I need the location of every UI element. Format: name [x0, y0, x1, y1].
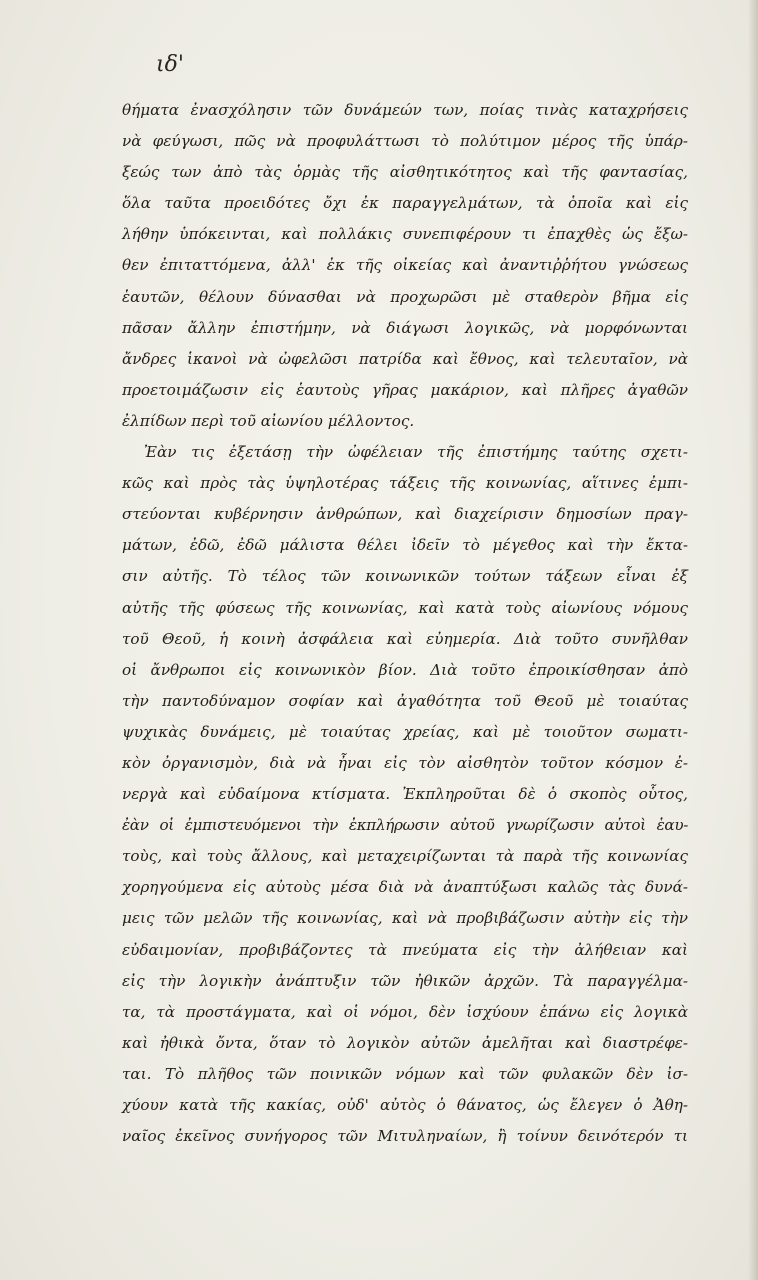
text-line: Ἐὰν τις ἐξετάσῃ τὴν ὠφέλειαν τῆς ἐπιστήμης ταύτης σχετι-	[144, 443, 688, 462]
text-line: πᾶσαν ἄλλην ἐπιστήμην, νὰ διάγωσι λογικῶς, νὰ μορφόνωνται	[122, 318, 688, 337]
text-line: λήθην ὑπόκεινται, καὶ πολλάκις συνεπιφέρουν τι ἐπαχθὲς ὡς ἔξω-	[122, 225, 688, 244]
page-edge-shadow	[748, 0, 758, 1280]
text-line: προετοιμάζωσιν εἰς ἑαυτοὺς γῆρας μακάριον, καὶ πλῆρες ἀγαθῶν	[122, 380, 688, 399]
text-line: ξεώς των ἀπὸ τὰς ὁρμὰς τῆς αἰσθητικότητος καὶ τῆς φαντασίας,	[122, 163, 688, 182]
text-line: σιν αὐτῆς. Τὸ τέλος τῶν κοινωνικῶν τούτων τάξεων εἶναι ἐξ	[122, 567, 688, 586]
text-line: τοὺς, καὶ τοὺς ἄλλους, καὶ μεταχειρίζωνται τὰ παρὰ τῆς κοινωνίας	[122, 847, 688, 866]
text-line: ἐὰν οἱ ἐμπιστευόμενοι τὴν ἐκπλήρωσιν αὐτοῦ γνωρίζωσιν αὐτοὶ ἑαυ-	[122, 816, 688, 835]
text-line: νεργὰ καὶ εὐδαίμονα κτίσματα. Ἐκπληροῦται δὲ ὁ σκοπὸς οὗτος,	[122, 785, 688, 804]
text-line: οἱ ἄνθρωποι εἰς κοινωνικὸν βίον. Διὰ τοῦτο ἐπροικίσθησαν ἀπὸ	[122, 660, 688, 679]
text-line: ὅλα ταῦτα προειδότες ὄχι ἐκ παραγγελμάτων, τὰ ὁποῖα καὶ εἰς	[122, 194, 688, 213]
text-line: κὸν ὀργανισμὸν, διὰ νὰ ἦναι εἰς τὸν αἰσθητὸν τοῦτον κόσμον ἐ-	[122, 753, 688, 772]
text-line: τοῦ Θεοῦ, ἡ κοινὴ ἀσφάλεια καὶ εὐημερία. Διὰ τοῦτο συνῆλθαν	[122, 629, 688, 648]
text-line: κῶς καὶ πρὸς τὰς ὑψηλοτέρας τάξεις τῆς κοινωνίας, αἵτινες ἐμπι-	[122, 474, 688, 493]
text-line: ναῖος ἐκεῖνος συνήγορος τῶν Μιτυληναίων, ἢ τοίνυν δεινότερόν τι	[122, 1127, 688, 1146]
text-line: νὰ φεύγωσι, πῶς νὰ προφυλάττωσι τὸ πολύτιμον μέρος τῆς ὑπάρ-	[122, 132, 688, 151]
text-line: εἰς τὴν λογικὴν ἀνάπτυξιν τῶν ἠθικῶν ἀρχῶν. Τὰ παραγγέλμα-	[122, 971, 688, 990]
text-line: καὶ ἠθικὰ ὄντα, ὅταν τὸ λογικὸν αὐτῶν ἀμελῆται καὶ διαστρέφε-	[122, 1033, 688, 1052]
text-line: ἑαυτῶν, θέλουν δύνασθαι νὰ προχωρῶσι μὲ σταθερὸν βῆμα εἰς	[122, 287, 688, 306]
text-line: ψυχικὰς δυνάμεις, μὲ τοιαύτας χρείας, καὶ μὲ τοιοῦτον σωματι-	[122, 722, 688, 741]
text-line: μάτων, ἐδῶ, ἐδῶ μάλιστα θέλει ἰδεῖν τὸ μέγεθος καὶ τὴν ἔκτα-	[122, 536, 688, 555]
text-line: μεις τῶν μελῶν τῆς κοινωνίας, καὶ νὰ προβιβάζωσιν αὐτὴν εἰς τὴν	[122, 909, 688, 928]
text-line: ται. Τὸ πλῆθος τῶν ποινικῶν νόμων καὶ τῶν φυλακῶν δὲν ἰσ-	[122, 1064, 688, 1083]
text-line: ἄνδρες ἱκανοὶ νὰ ὠφελῶσι πατρίδα καὶ ἔθνος, καὶ τελευταῖον, νὰ	[122, 349, 688, 368]
text-line: αὐτῆς τῆς φύσεως τῆς κοινωνίας, καὶ κατὰ τοὺς αἰωνίους νόμους	[122, 598, 688, 617]
text-line: τὴν παντοδύναμον σοφίαν καὶ ἀγαθότητα τοῦ Θεοῦ μὲ τοιαύτας	[122, 691, 688, 710]
text-line: εὐδαιμονίαν, προβιβάζοντες τὰ πνεύματα εἰς τὴν ἀλήθειαν καὶ	[122, 940, 688, 959]
text-line: τα, τὰ προστάγματα, καὶ οἱ νόμοι, δὲν ἰσχύουν ἐπάνω εἰς λογικὰ	[122, 1002, 688, 1021]
page-number: ιδ'	[156, 52, 184, 77]
text-line: στεύονται κυβέρνησιν ἀνθρώπων, καὶ διαχείρισιν δημοσίων πραγ-	[122, 505, 688, 524]
text-line: χύουν κατὰ τῆς κακίας, οὐδ' αὐτὸς ὁ θάνατος, ὡς ἔλεγεν ὁ Ἀθη-	[122, 1096, 688, 1114]
text-line: χορηγούμενα εἰς αὐτοὺς μέσα διὰ νὰ ἀναπτύξωσι καλῶς τὰς δυνά-	[122, 878, 688, 897]
body-text	[122, 95, 688, 1152]
text-line: ἐλπίδων περὶ τοῦ αἰωνίου μέλλοντος.	[122, 411, 415, 430]
text-line: θεν ἐπιταττόμενα, ἀλλ' ἐκ τῆς οἰκείας καὶ ἀναντιῤῥήτου γνώσεως	[122, 256, 688, 275]
text-line: θήματα ἐνασχόλησιν τῶν δυνάμεών των, ποίας τινὰς καταχρήσεις	[122, 101, 688, 119]
